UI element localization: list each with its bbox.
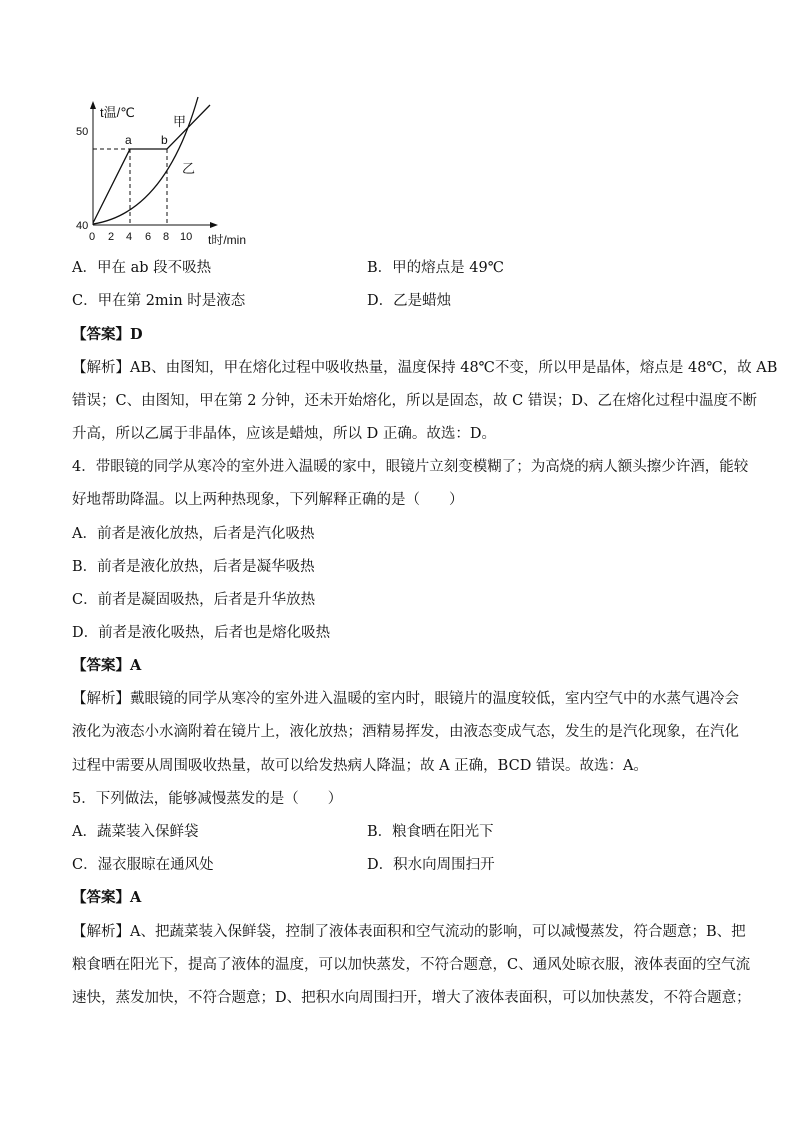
q5-analysis-line-3: 速快，蒸发加快，不符合题意；D、把积水向周围扫开，增大了液体表面积，可以加快蒸发，不符合题意； xyxy=(72,990,751,1006)
q3-option-c: C．甲在第 2min 时是液态 xyxy=(72,293,246,309)
q5-option-b: B．粮食晒在阳光下 xyxy=(367,824,494,840)
q3-analysis-line-1: 【解析】AB、由图知，甲在熔化过程中吸收热量，温度保持 48℃不变，所以甲是晶体，熔点是 48℃，故 AB xyxy=(72,360,778,376)
q4-answer: 【答案】A xyxy=(72,657,142,674)
point-b-label: b xyxy=(161,133,168,147)
q5-stem: 5．下列做法，能够减慢蒸发的是（ ） xyxy=(72,791,343,807)
q4-option-a: A．前者是液化放热，后者是汽化吸热 xyxy=(72,526,315,542)
q5-analysis-line-1: 【解析】A、把蔬菜装入保鲜袋，控制了液体表面积和空气流动的影响，可以减慢蒸发，符合题意；B、把 xyxy=(72,924,746,940)
x-axis-arrow xyxy=(210,222,218,228)
q3-option-b: B．甲的熔点是 49℃ xyxy=(367,260,504,276)
q3-analysis-line-2: 错误；C、由图知，甲在第 2 分钟，还未开始熔化，所以是固态，故 C 错误；D、乙在熔化过程中温度不断 xyxy=(72,393,757,409)
q5-answer: 【答案】A xyxy=(72,889,142,906)
q4-option-b: B．前者是液化放热，后者是凝华吸热 xyxy=(72,559,315,575)
q5-analysis-line-2: 粮食晒在阳光下，提高了液体的温度，可以加快蒸发，不符合题意，C、通风处晾衣服，液体表面的空气流 xyxy=(72,957,751,973)
q4-analysis-line-1: 【解析】戴眼镜的同学从寒冷的室外进入温暖的室内时，眼镜片的温度较低，室内空气中的水蒸气遇冷会 xyxy=(72,691,739,707)
y-axis-arrow xyxy=(90,101,96,109)
q3-option-d: D．乙是蜡烛 xyxy=(367,293,452,309)
q4-analysis-line-3: 过程中需要从周围吸收热量，故可以给发热病人降温；故 A 正确，BCD 错误。故选：A。 xyxy=(72,758,648,774)
x-tick-2: 2 xyxy=(108,231,115,243)
q4-option-c: C．前者是凝固吸热，后者是升华放热 xyxy=(72,592,316,608)
y-tick-40: 40 xyxy=(76,220,89,232)
q4-stem-line-1: 4．带眼镜的同学从寒冷的室外进入温暖的家中，眼镜片立刻变模糊了；为高烧的病人额头擦少许酒，能较 xyxy=(72,459,749,475)
x-tick-4: 4 xyxy=(126,231,133,243)
q3-analysis-line-3: 升高，所以乙属于非晶体，应该是蜡烛，所以 D 正确。故选：D。 xyxy=(72,426,496,442)
x-tick-8: 8 xyxy=(163,231,170,243)
q5-option-c: C．湿衣服晾在通风处 xyxy=(72,857,214,873)
x-tick-10: 10 xyxy=(180,231,193,243)
x-axis-label: t时/min xyxy=(208,233,247,247)
q3-answer: 【答案】D xyxy=(72,326,143,343)
q4-stem-line-2: 好地帮助降温。以上两种热现象，下列解释正确的是（ ） xyxy=(72,492,464,508)
temperature-time-graph xyxy=(70,95,290,255)
q4-analysis-line-2: 液化为液态小水滴附着在镜片上，液化放热；酒精易挥发，由液态变成气态，发生的是汽化现象，在汽化 xyxy=(72,724,739,740)
q4-option-d: D．前者是液化吸热，后者也是熔化吸热 xyxy=(72,625,331,641)
q5-option-d: D．积水向周围扫开 xyxy=(367,857,495,873)
curve-jia-label: 甲 xyxy=(173,114,187,129)
x-tick-6: 6 xyxy=(145,231,152,243)
q5-option-a: A．蔬菜装入保鲜袋 xyxy=(72,824,199,840)
q3-option-a: A．甲在 ab 段不吸热 xyxy=(72,260,212,276)
y-tick-50: 50 xyxy=(76,126,89,138)
curve-yi-label: 乙 xyxy=(182,161,196,176)
point-a-label: a xyxy=(125,133,132,147)
y-axis-label: t温/℃ xyxy=(100,105,135,120)
x-tick-0: 0 xyxy=(89,231,96,243)
